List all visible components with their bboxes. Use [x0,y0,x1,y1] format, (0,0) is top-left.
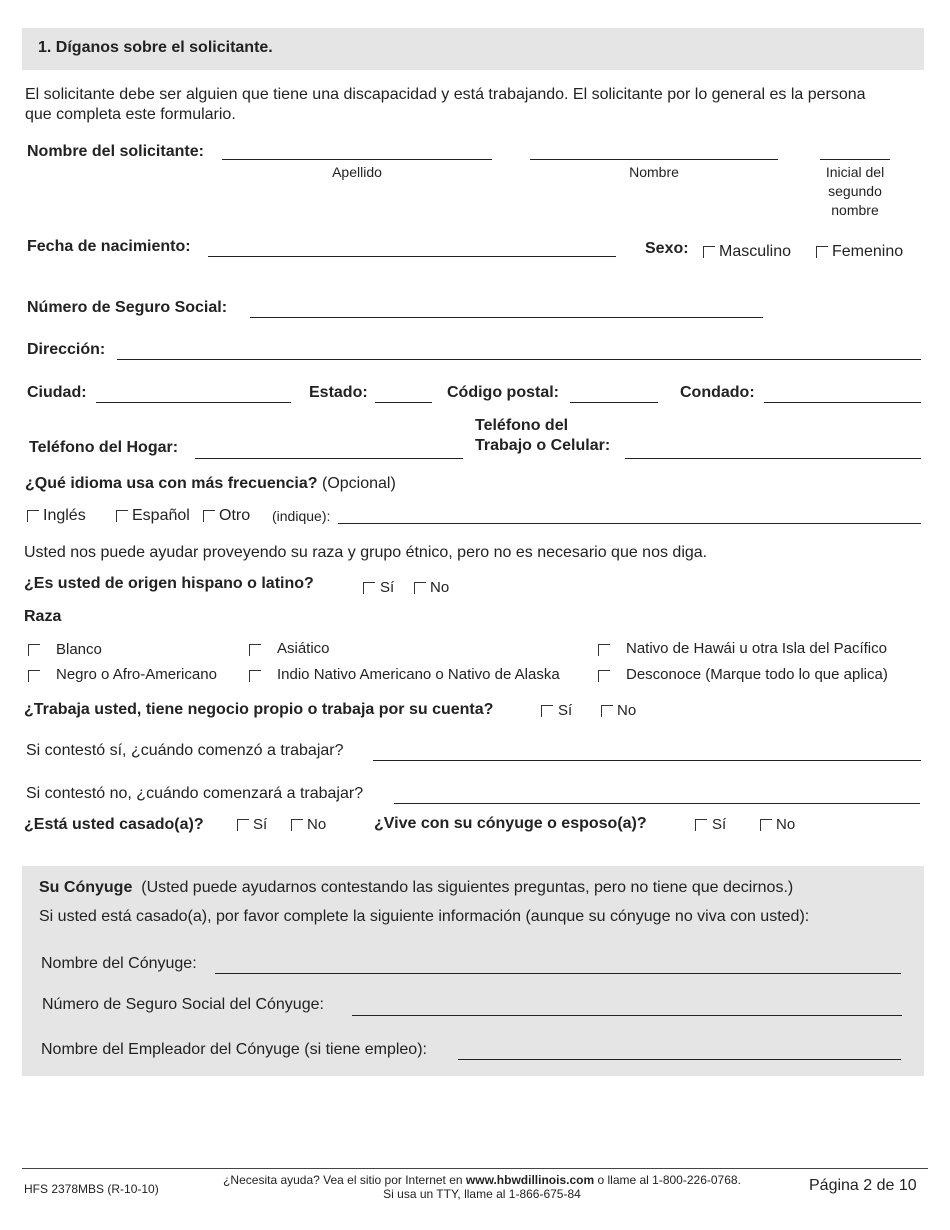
race-native-checkbox[interactable] [249,670,261,682]
spouse-title: Su Cónyuge [39,879,133,896]
intro-line-2: que completa este formulario. [25,106,236,123]
spouse-employer-label: Nombre del Empleador del Cónyuge (si tiene empleo): [41,1041,427,1058]
race-unknown-checkbox[interactable] [598,670,610,682]
work-no-label: No [617,702,637,719]
work-future-start-label: Si contestó no, ¿cuándo comenzará a trabajar? [26,785,364,802]
race-label: Raza [24,608,62,625]
race-unknown-label: Desconoce (Marque todo lo que aplica) [626,666,888,683]
race-white-checkbox[interactable] [28,644,40,656]
state-field[interactable] [375,402,432,403]
race-black-checkbox[interactable] [28,670,40,682]
home-phone-field[interactable] [195,458,463,459]
section-header [22,28,924,70]
english-checkbox[interactable] [27,510,39,522]
male-label: Masculino [719,243,792,260]
middle-initial-caption: Inicial del segundo nombre [825,164,885,218]
race-black-label: Negro o Afro-Americano [56,666,217,683]
applicant-name-label: Nombre del solicitante: [27,143,204,160]
lives-with-question: ¿Vive con su cónyuge o esposo(a)? [374,815,647,832]
work-future-start-field[interactable] [394,803,920,804]
lives-with-yes-label: Sí [712,816,727,833]
english-label: Inglés [43,507,86,524]
work-no-checkbox[interactable] [601,705,613,717]
birth-date-label: Fecha de nacimiento: [27,238,191,255]
spouse-name-label: Nombre del Cónyuge: [41,955,197,972]
help-site-link[interactable]: www.hbwdillinois.com [465,1173,595,1187]
other-language-field[interactable] [338,523,921,524]
ethnic-note: Usted nos puede ayudar proveyendo su raza y grupo étnico, pero no es necesario que nos diga. [24,544,708,561]
married-question: ¿Está usted casado(a)? [24,816,204,833]
tty-line: Si usa un TTY, llame al 1-866-675-84 [383,1187,581,1201]
married-no-label: No [307,816,327,833]
language-optional: (Opcional) [321,475,396,492]
race-white-label: Blanco [56,641,102,658]
address-label: Dirección: [27,341,106,358]
form-id: HFS 2378MBS (R-10-10) [24,1182,159,1196]
spouse-ssn-label: Número de Seguro Social del Cónyuge: [42,996,324,1013]
hispanic-question: ¿Es usted de origen hispano o latino? [24,575,314,592]
work-phone-field[interactable] [625,458,921,459]
other-language-checkbox[interactable] [203,510,215,522]
married-no-checkbox[interactable] [291,819,303,831]
middle-initial-field[interactable] [820,159,890,160]
sex-label: Sexo: [645,240,689,257]
zip-field[interactable] [570,402,658,403]
city-field[interactable] [96,402,291,403]
language-question-row [25,475,396,493]
section-title: 1. Díganos sobre el solicitante. [38,39,273,56]
work-yes-label: Sí [558,702,573,719]
birth-date-field[interactable] [208,256,616,257]
lives-with-no-checkbox[interactable] [760,819,772,831]
race-asian-label: Asiático [277,640,330,657]
last-name-field[interactable] [222,159,492,160]
race-hawaiian-checkbox[interactable] [598,644,610,656]
work-yes-checkbox[interactable] [541,705,553,717]
work-phone-label-1: Teléfono del [475,417,569,434]
married-yes-checkbox[interactable] [237,819,249,831]
work-question: ¿Trabaja usted, tiene negocio propio o trabaja por su cuenta? [24,701,494,718]
race-asian-checkbox[interactable] [249,644,261,656]
hispanic-no-checkbox[interactable] [414,582,426,594]
spouse-ssn-field[interactable] [352,1015,902,1016]
county-label: Condado: [680,384,755,401]
lives-with-yes-checkbox[interactable] [695,819,707,831]
spouse-instruction: Si usted está casado(a), por favor complete la siguiente información (aunque su cónyuge no viva con usted): [39,908,810,925]
race-hawaiian-label: Nativo de Hawái u otra Isla del Pacífico [626,640,887,657]
other-language-label: Otro [219,507,251,524]
female-label: Femenino [832,243,904,260]
hispanic-yes-checkbox[interactable] [363,582,375,594]
ssn-label: Número de Seguro Social: [27,299,228,316]
male-checkbox[interactable] [703,246,715,258]
ssn-field[interactable] [250,317,763,318]
spouse-employer-field[interactable] [458,1059,901,1060]
home-phone-label: Teléfono del Hogar: [29,439,179,456]
city-label: Ciudad: [27,384,87,401]
spouse-heading [39,879,793,897]
first-name-field[interactable] [530,159,778,160]
specify-label: (indique): [272,508,331,524]
spouse-note: (Usted puede ayudarnos contestando las siguientes preguntas, pero no tiene que decirnos.) [141,879,794,896]
married-yes-label: Sí [253,816,268,833]
intro-line-1: El solicitante debe ser alguien que tiene una discapacidad y está trabajando. El solicitante por lo general es la persona [25,86,866,103]
page-number: Página 2 de 10 [809,1177,917,1194]
spanish-label: Español [132,507,190,524]
first-name-caption: Nombre [629,164,679,180]
female-checkbox[interactable] [816,246,828,258]
footer-divider [22,1168,928,1169]
hispanic-no-label: No [430,579,450,596]
spanish-checkbox[interactable] [116,510,128,522]
language-question: ¿Qué idioma usa con más frecuencia? [25,475,318,492]
work-start-field[interactable] [373,760,921,761]
state-label: Estado: [309,384,368,401]
lives-with-no-label: No [776,816,796,833]
help-line: ¿Necesita ayuda? Vea el sitio por Internet en www.hbwdillinois.com o llame al 1-800-226-0768. [223,1173,741,1187]
zip-label: Código postal: [447,384,559,401]
spouse-name-field[interactable] [215,973,901,974]
last-name-caption: Apellido [332,164,382,180]
race-native-label: Indio Nativo Americano o Nativo de Alaska [277,666,560,683]
county-field[interactable] [764,402,921,403]
hispanic-yes-label: Sí [380,579,395,596]
work-phone-label-2: Trabajo o Celular: [475,437,611,454]
work-start-label: Si contestó sí, ¿cuándo comenzó a trabajar? [26,742,344,759]
address-field[interactable] [117,359,921,360]
